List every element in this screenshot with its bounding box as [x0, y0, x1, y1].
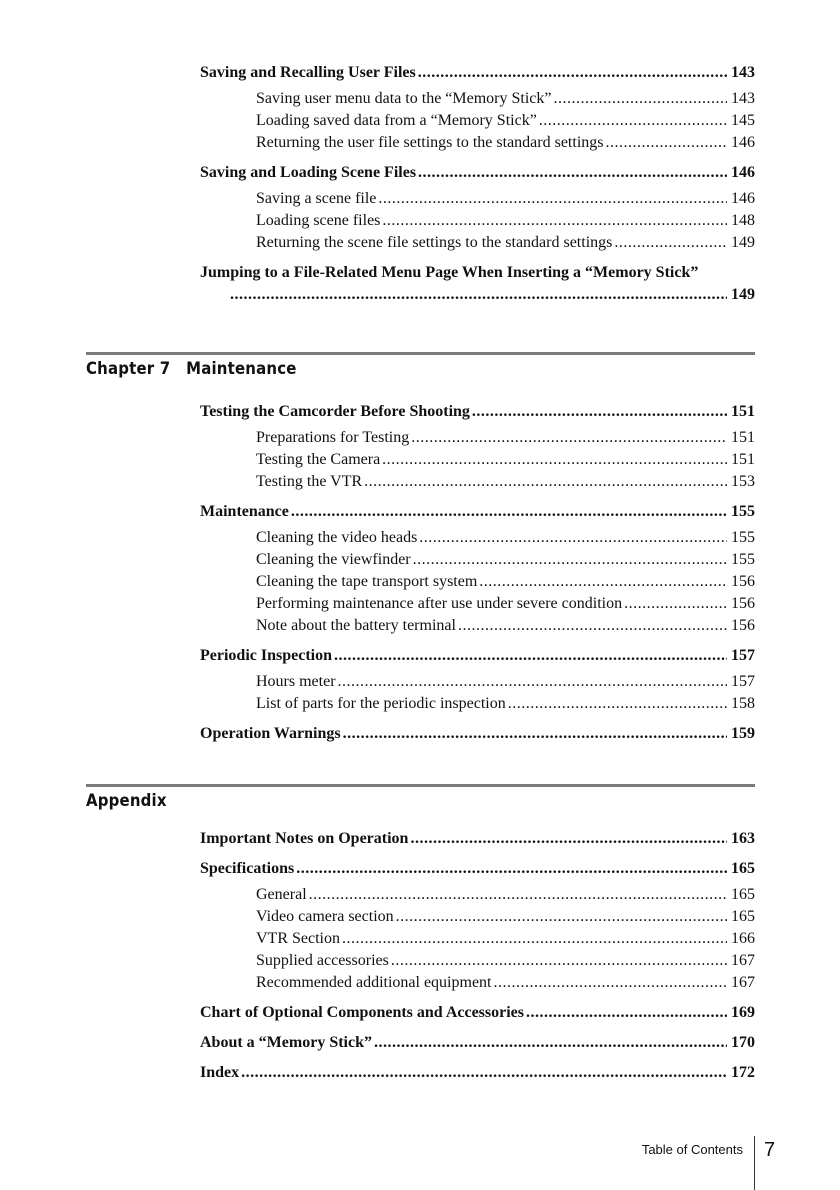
leader-dots — [418, 64, 727, 82]
entry-page: 169 — [731, 1004, 755, 1021]
entry-page: 149 — [731, 234, 755, 251]
leader-dots — [343, 725, 727, 743]
leader-dots — [411, 429, 727, 447]
toc-entry[interactable] — [200, 1004, 755, 1026]
entry-page: 155 — [731, 503, 755, 520]
entry-title: Saving and Loading Scene Files — [200, 164, 417, 181]
leader-dots — [606, 134, 728, 152]
entry-title: Periodic Inspection — [200, 647, 332, 664]
toc-subentry[interactable] — [200, 473, 755, 495]
toc-subentry[interactable] — [200, 112, 755, 134]
leader-dots — [553, 90, 727, 108]
entry-title: Recommended additional equipment — [256, 974, 492, 991]
chapter-number: Chapter 7 — [86, 359, 171, 379]
entry-title: Maintenance — [200, 503, 289, 520]
leader-dots — [479, 573, 727, 591]
leader-dots — [624, 595, 727, 613]
toc-block-maintenance — [200, 403, 755, 747]
entry-title: Cleaning the video heads — [256, 529, 418, 546]
entry-title: Cleaning the tape transport system — [256, 573, 478, 590]
toc-subentry[interactable] — [200, 952, 755, 974]
toc-subentry[interactable] — [200, 90, 755, 112]
toc-subentry[interactable] — [200, 573, 755, 595]
toc-subentry[interactable] — [200, 190, 755, 212]
chapter-heading — [86, 359, 297, 379]
entry-page: 157 — [731, 673, 755, 690]
entry-title: Chart of Optional Components and Accessories — [200, 1004, 525, 1021]
toc-subentry[interactable] — [200, 974, 755, 996]
entry-title: About a “Memory Stick” — [200, 1034, 372, 1051]
toc-entry[interactable] — [200, 164, 755, 186]
entry-page: 166 — [731, 930, 755, 947]
entry-title: Jumping to a File-Related Menu Page When Inserting a “Memory Stick” — [200, 264, 699, 281]
leader-dots — [291, 503, 727, 521]
toc-entry[interactable] — [200, 647, 755, 669]
entry-page: 148 — [731, 212, 755, 229]
entry-page: 167 — [731, 974, 755, 991]
entry-page: 149 — [731, 286, 755, 303]
leader-dots — [230, 286, 727, 304]
leader-dots — [374, 1034, 727, 1052]
toc-entry[interactable] — [200, 264, 755, 308]
entry-page: 151 — [731, 429, 755, 446]
entry-page: 156 — [731, 595, 755, 612]
leader-dots — [410, 830, 727, 848]
entry-title: Returning the user file settings to the standard settings — [256, 134, 604, 151]
entry-page: 165 — [731, 886, 755, 903]
toc-entry[interactable] — [200, 1064, 755, 1086]
entry-title: VTR Section — [256, 930, 340, 947]
toc-entry[interactable] — [200, 503, 755, 525]
entry-title: Note about the battery terminal — [256, 617, 456, 634]
toc-entry[interactable] — [200, 64, 755, 86]
entry-title: Hours meter — [256, 673, 336, 690]
toc-entry[interactable] — [200, 403, 755, 425]
toc-block-files — [200, 64, 755, 308]
entry-title: General — [256, 886, 307, 903]
toc-entry[interactable] — [200, 860, 755, 882]
toc-subentry[interactable] — [200, 429, 755, 451]
leader-dots — [413, 551, 727, 569]
entry-page: 145 — [731, 112, 755, 129]
toc-subentry[interactable] — [200, 212, 755, 234]
leader-dots — [364, 473, 727, 491]
entry-title: Index — [200, 1064, 240, 1081]
entry-page: 170 — [731, 1034, 755, 1051]
entry-title: Specifications — [200, 860, 295, 877]
entry-title: Video camera section — [256, 908, 394, 925]
entry-page: 143 — [731, 64, 755, 81]
footer-page-number: 7 — [764, 1139, 776, 1161]
chapter-rule — [86, 352, 755, 355]
leader-dots — [494, 974, 728, 992]
toc-entry[interactable] — [200, 725, 755, 747]
leader-dots — [472, 403, 727, 421]
entry-page: 146 — [731, 190, 755, 207]
toc-subentry[interactable] — [200, 234, 755, 256]
footer-section-label: Table of Contents — [641, 1142, 743, 1157]
entry-page: 163 — [731, 830, 755, 847]
entry-title: Cleaning the viewfinder — [256, 551, 411, 568]
leader-dots — [614, 234, 727, 252]
entry-page: 155 — [731, 529, 755, 546]
leader-dots — [508, 695, 727, 713]
entry-page: 143 — [731, 90, 755, 107]
leader-dots — [419, 529, 727, 547]
toc-entry[interactable] — [200, 830, 755, 852]
entry-title: Loading saved data from a “Memory Stick” — [256, 112, 537, 129]
entry-title: Saving and Recalling User Files — [200, 64, 416, 81]
leader-dots — [378, 190, 727, 208]
leader-dots — [391, 952, 727, 970]
toc-subentry[interactable] — [200, 617, 755, 639]
entry-page: 156 — [731, 617, 755, 634]
entry-title: Performing maintenance after use under severe condition — [256, 595, 623, 612]
toc-subentry[interactable] — [200, 886, 755, 908]
toc-entry[interactable] — [200, 1034, 755, 1056]
chapter-rule — [86, 784, 755, 787]
entry-page: 151 — [731, 403, 755, 420]
entry-page: 157 — [731, 647, 755, 664]
chapter-title: Maintenance — [186, 359, 297, 379]
leader-dots — [241, 1064, 727, 1082]
footer-divider — [754, 1136, 755, 1190]
leader-dots — [334, 647, 727, 665]
entry-page: 158 — [731, 695, 755, 712]
entry-title: Returning the scene file settings to the standard settings — [256, 234, 613, 251]
leader-dots — [418, 164, 727, 182]
entry-title: Operation Warnings — [200, 725, 341, 742]
entry-title: Testing the Camcorder Before Shooting — [200, 403, 470, 420]
leader-dots — [296, 860, 727, 878]
entry-title: Testing the VTR — [256, 473, 363, 490]
entry-page: 172 — [731, 1064, 755, 1081]
leader-dots — [342, 930, 727, 948]
entry-title: Saving a scene file — [256, 190, 377, 207]
leader-dots — [309, 886, 727, 904]
entry-page: 151 — [731, 451, 755, 468]
entry-page: 159 — [731, 725, 755, 742]
entry-page: 165 — [731, 908, 755, 925]
toc-subentry[interactable] — [200, 595, 755, 617]
toc-subentry[interactable] — [200, 908, 755, 930]
entry-title: Loading scene files — [256, 212, 381, 229]
leader-dots — [458, 617, 727, 635]
chapter-heading — [86, 791, 167, 811]
toc-subentry[interactable] — [200, 695, 755, 717]
leader-dots — [396, 908, 727, 926]
entry-page: 167 — [731, 952, 755, 969]
entry-title: List of parts for the periodic inspection — [256, 695, 506, 712]
toc-subentry[interactable] — [200, 673, 755, 695]
entry-title: Preparations for Testing — [256, 429, 410, 446]
toc-block-appendix — [200, 830, 755, 1086]
entry-title: Important Notes on Operation — [200, 830, 409, 847]
toc-subentry[interactable] — [200, 134, 755, 156]
leader-dots — [526, 1004, 727, 1022]
entry-page: 155 — [731, 551, 755, 568]
entry-title: Saving user menu data to the “Memory Stick” — [256, 90, 552, 107]
entry-title: Testing the Camera — [256, 451, 381, 468]
leader-dots — [382, 451, 727, 469]
entry-page: 156 — [731, 573, 755, 590]
chapter-title: Appendix — [86, 791, 167, 811]
entry-title: Supplied accessories — [256, 952, 389, 969]
leader-dots — [539, 112, 727, 130]
toc-subentry[interactable] — [200, 930, 755, 952]
entry-page: 153 — [731, 473, 755, 490]
entry-page: 165 — [731, 860, 755, 877]
entry-page: 146 — [731, 134, 755, 151]
leader-dots — [382, 212, 727, 230]
toc-subentry[interactable] — [200, 529, 755, 551]
toc-subentry[interactable] — [200, 551, 755, 573]
toc-subentry[interactable] — [200, 451, 755, 473]
leader-dots — [338, 673, 727, 691]
entry-page: 146 — [731, 164, 755, 181]
